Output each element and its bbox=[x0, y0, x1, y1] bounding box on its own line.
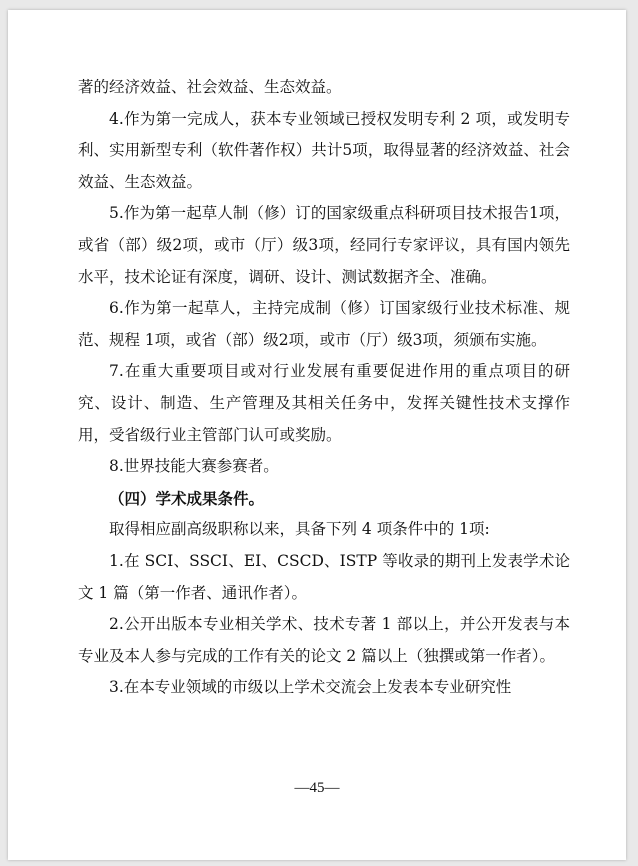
paragraph-item-6: 6.作为第一起草人，主持完成制（修）订国家级行业技术标准、规范、规程 1项，或省（部）级2项，或市（厅）级3项，须颁布实施。 bbox=[78, 299, 570, 349]
paragraph-item-7: 7.在重大重要项目或对行业发展有重要促进作用的重点项目的研究、设计、制造、生产管理及其相关任务中，发挥关键性技术支撑作用，受省级行业主管部门认可或奖励。 bbox=[78, 362, 570, 444]
paragraph-condition-3: 3.在本专业领域的市级以上学术交流会上发表本专业研究性 bbox=[109, 678, 512, 697]
section-heading: （四）学术成果条件。 bbox=[109, 488, 265, 508]
document-body bbox=[78, 72, 570, 704]
paragraph-item-5: 5.作为第一起草人制（修）订的国家级重点科研项目技术报告1项，或省（部）级2项，或市（厅）级3项，经同行专家评议，具有国内领先水平，技术论证有深度，调研、设计、测试数据齐全、准确。 bbox=[78, 204, 570, 286]
document-page bbox=[8, 10, 626, 860]
page-number: —45— bbox=[294, 780, 340, 796]
paragraph-intro: 取得相应副高级职称以来，具备下列 4 项条件中的 1项: bbox=[109, 520, 490, 539]
paragraph-condition-2: 2.公开出版本专业相关学术、技术专著 1 部以上，并公开发表与本专业及本人参与完成的工作有关的论文 2 篇以上（独撰或第一作者）。 bbox=[78, 615, 570, 665]
paragraph-condition-1: 1.在 SCI、SSCI、EI、CSCD、ISTP 等收录的期刊上发表学术论文 1 篇（第一作者、通讯作者）。 bbox=[78, 551, 570, 602]
paragraph-item-8: 8.世界技能大赛参赛者。 bbox=[109, 457, 279, 476]
paragraph-item-4: 4.作为第一完成人，获本专业领域已授权发明专利 2 项，或发明专利、实用新型专利（软件著作权）共计5项，取得显著的经济效益、社会效益、生态效益。 bbox=[78, 109, 570, 191]
paragraph-continuation: 著的经济效益、社会效益、生态效益。 bbox=[78, 78, 342, 96]
